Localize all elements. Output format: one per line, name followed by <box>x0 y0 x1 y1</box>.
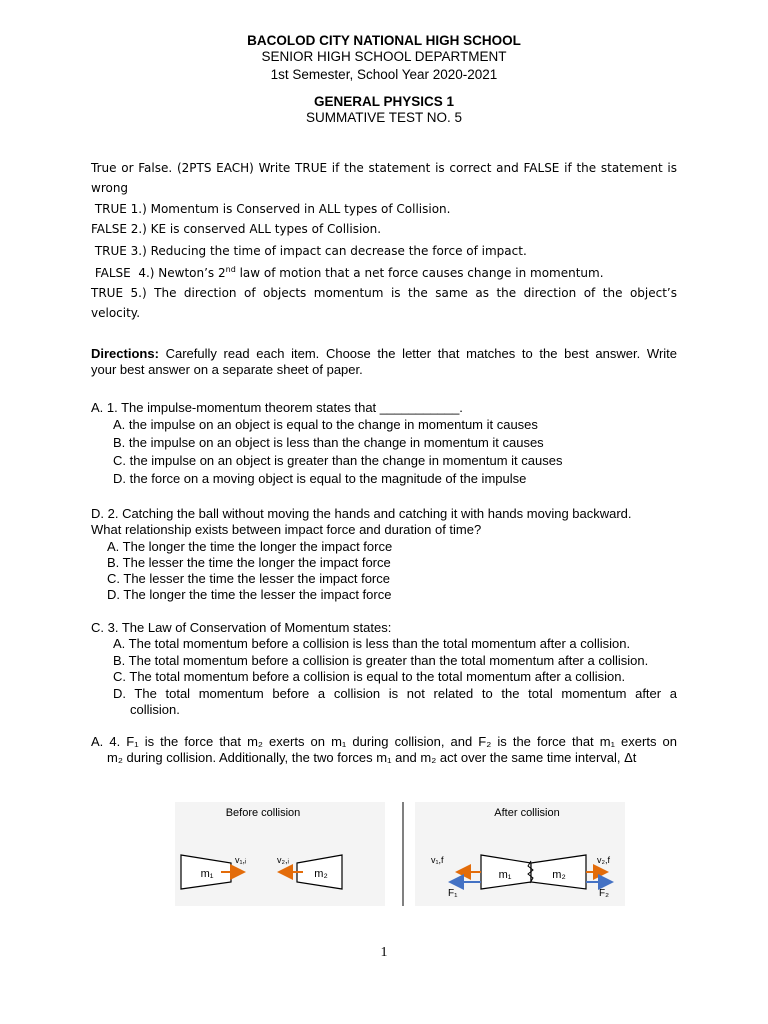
question-stem-line2: What relationship exists between impact force and duration of time? <box>91 522 482 537</box>
tf-instruction-line1: True or False. (2PTS EACH) Write TRUE if the statement is correct and FALSE if the statement is <box>91 161 677 175</box>
department: SENIOR HIGH SCHOOL DEPARTMENT <box>261 49 507 64</box>
tf-item <box>91 265 604 280</box>
tf-item-text: law of motion that a net force causes change in momentum. <box>235 266 604 280</box>
v1i-label: v₁,ᵢ <box>235 855 247 865</box>
m2-label: m₂ <box>314 868 328 880</box>
question-stem <box>91 734 677 749</box>
question-stem: A. 1. The impulse-momentum theorem states that ___________. <box>91 400 463 415</box>
v1f-label: v₁,f <box>431 855 444 865</box>
page-number: 1 <box>380 945 388 960</box>
choice: D. the force on a moving object is equal to the magnitude of the impulse <box>113 471 527 486</box>
choice: D. The longer the time the lesser the impact force <box>107 587 392 602</box>
m1-after-label: m₁ <box>498 869 512 881</box>
F2-label: F₂ <box>599 888 609 899</box>
directions-label: Directions: <box>91 346 159 361</box>
school-name: BACOLOD CITY NATIONAL HIGH SCHOOL <box>247 33 521 48</box>
question-stem-line2: m₂ during collision. Additionally, the two forces m₁ and m₂ act over the same time interval, Δt <box>107 750 637 765</box>
choice: A. the impulse on an object is equal to the change in momentum it causes <box>113 417 538 432</box>
before-title: Before collision <box>225 807 301 819</box>
directions-line2: your best answer on a separate sheet of paper. <box>91 362 363 377</box>
choice: C. The lesser the time the lesser the impact force <box>107 571 390 586</box>
tf-item-line2: velocity. <box>91 306 141 320</box>
directions-text: Carefully read each item. Choose the letter that matches to the best answer. Write <box>158 346 677 361</box>
tf-item-text: FALSE 4.) Newton’s 2 <box>91 266 226 280</box>
question-stem-line1: A. 4. F₁ is the force that m₂ exerts on m₁ during collision, and F₂ is the force that m₁ exerts on <box>91 734 677 749</box>
choice: C. the impulse on an object is greater than the change in momentum it causes <box>113 453 563 468</box>
m1-label: m₁ <box>200 868 214 880</box>
choice <box>113 686 677 701</box>
tf-item <box>91 286 677 300</box>
choice: A. The longer the time the longer the impact force <box>107 539 393 554</box>
choice: B. The lesser the time the longer the impact force <box>107 555 391 570</box>
m2-after-label: m₂ <box>552 869 566 881</box>
semester: 1st Semester, School Year 2020-2021 <box>270 67 498 82</box>
question-stem: D. 2. Catching the ball without moving the hands and catching it with hands moving backward. <box>91 506 632 521</box>
F1-label: F₁ <box>448 888 458 899</box>
tf-item: TRUE 3.) Reducing the time of impact can decrease the force of impact. <box>91 244 527 258</box>
choice-line2: collision. <box>130 702 180 717</box>
choice-line1: D. The total momentum before a collision is not related to the total momentum after a <box>113 686 677 701</box>
tf-item: TRUE 1.) Momentum is Conserved in ALL types of Collision. <box>91 202 451 216</box>
tf-item: FALSE 2.) KE is conserved ALL types of Collision. <box>91 222 382 236</box>
v2i-label: v₂,ᵢ <box>277 855 289 865</box>
choice: A. The total momentum before a collision is less than the total momentum after a collision. <box>113 636 631 651</box>
test-title: SUMMATIVE TEST NO. 5 <box>305 110 463 125</box>
choice: B. The total momentum before a collision is greater than the total momentum after a collision. <box>113 653 649 668</box>
question-stem: C. 3. The Law of Conservation of Momentum states: <box>91 620 392 635</box>
tf-instruction <box>91 161 677 175</box>
choice: C. The total momentum before a collision is equal to the total momentum after a collision. <box>113 669 626 684</box>
collision-figure <box>175 798 625 910</box>
subject-title: GENERAL PHYSICS 1 <box>313 94 455 109</box>
v2f-label: v₂,f <box>597 855 610 865</box>
after-title: After collision <box>494 807 560 819</box>
choice: B. the impulse on an object is less than the change in momentum it causes <box>113 435 544 450</box>
tf-instruction-line2: wrong <box>91 181 129 195</box>
tf-item-line1: TRUE 5.) The direction of objects momentum is the same as the direction of the object’s <box>91 286 677 300</box>
tf-item-superscript: nd <box>225 265 236 274</box>
directions <box>91 346 677 361</box>
